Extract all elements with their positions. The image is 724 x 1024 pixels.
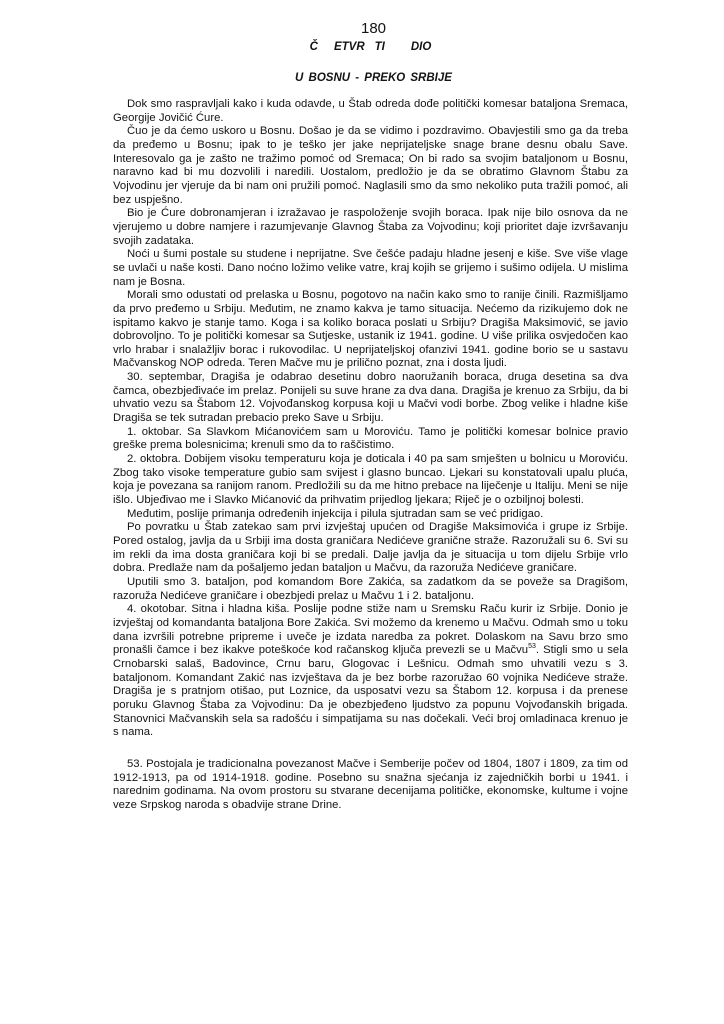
paragraph: Čuo je da ćemo uskoro u Bosnu. Došao je da se vidimo i pozdravimo. Obavjestili smo ga da treba da pređemo u Bosnu; ipak to je teško jer jake neprijateljske snage brane desnu obalu Save. Interesovalo ga je zašto ne tražimo pomoć od Sremaca; On bi rado sa svojim bataljonom u Bosnu, naravno kad bi mu dozvolili i naredili. Uostalom, predložio je da se obratimo Glavnom Štabu za Vojvodinu jer vjeruje da bi nam oni pružili pomoć. Naglasili smo da smo nekoliko puta tražili pomoć, ali bez uspješno. xyxy=(113,125,628,206)
paragraph: 1. oktobar. Sa Slavkom Mićanovićem sam u Moroviću. Tamo je politički komesar bolnice pravio greške prema bolesnicima; krenuli smo da to raščistimo. xyxy=(113,425,628,452)
paragraph: Po povratku u Štab zatekao sam prvi izvještaj upućen od Dragiše Maksimovića i grupe iz Srbije. Pored ostalog, javlja da u Srbiji ima dosta graničara Nedićeve granične straže. Razoružali su 6. Svi su im rekli da ima dosta graničara koji bi se predali. Dalje javlja da je situacija u tom dijelu Srbije vrlo dobra. Predlaže nam da pošaljemo jedan bataljon u Mačvu, da razoruža Nedićeve graničare. xyxy=(113,521,628,575)
body-text xyxy=(113,98,628,740)
paragraph: 30. septembar, Dragiša je odabrao desetinu dobro naoružanih boraca, druga desetina sa dva čamca, obezbjeđivaće im prelaz. Ponijeli su suve hrane za dva dana. Dragiša je krenuo za Srbiju, da bi uhvatio vezu sa Štabom 12. Vojvođanskog korpusa koji u Mačvi vodi borbe. Zbog velike i hladne kiše Dragiša se tek sutradan prebacio preko Save u Srbiju. xyxy=(113,371,628,425)
page-number: 180 xyxy=(360,20,387,37)
paragraph: Bio je Ćure dobronamjeran i izražavao je raspoloženje svojih boraca. Ipak nije bilo osnova da ne vjerujemo u dobre namjere i razumjevanje Glavnog Štaba za Vojvodinu; koji prioritet daje izvršavanju svojih zadataka. xyxy=(113,207,628,247)
document-page xyxy=(113,20,628,812)
part-title-piece: Č xyxy=(309,41,318,53)
footnotes xyxy=(113,758,628,813)
part-title-piece: ETVR xyxy=(333,41,365,53)
part-title xyxy=(113,40,628,54)
paragraph: Noći u šumi postale su studene i neprijatne. Sve češće padaju hladne jesenj e kiše. Sve više vlage se uvlači u naše kosti. Dano noćno ložimo velike vatre, kraj kojih se grijemo i sušimo odijela. U mislima nam je Bosna. xyxy=(113,248,628,288)
part-title-piece: TI xyxy=(374,41,385,53)
paragraph-with-footnote xyxy=(113,603,628,740)
paragraph: Međutim, poslije primanja određenih injekcija i pilula sjutradan sam se već pridigao. xyxy=(127,507,544,520)
paragraph: Dok smo raspravljali kako i kuda odavde, u Štab odreda dođe politički komesar bataljona Sremaca, Georgije Jovičić Ćure. xyxy=(113,98,628,124)
paragraph: Morali smo odustati od prelaska u Bosnu, pogotovo na način kako smo to ranije činili. Razmišljamo da prvo pređemo u Srbiju. Međutim, ne znamo kakva je tamo situacija. Nećemo da rizikujemo dok ne ispitamo kakvo je stanje tamo. Koga i sa koliko boraca poslati u Srbiju? Dragiša Maksimović, se javio dobrovoljno. To je politički komesar sa Sutjeske, ustanik iz 1941. godine. U više prilika osvjedočen kao vrlo hrabar i snalažljiv borac i rukovodilac. U neprijateljskoj ofanzivi 1941. godine borio se u sastavu Mačvanskog NOP odreda. Teren Mačve mu je prilično poznat, zna i dosta ljudi. xyxy=(113,289,628,370)
footnote-reference[interactable]: 53 xyxy=(528,643,536,651)
paragraph: 2. oktobra. Dobijem visoku temperaturu koja je doticala i 40 pa sam smješten u bolnicu u Moroviću. Zbog tako visoke temperature gubio sam svijest i glasno buncao. Ljekari su konstatovali upalu pluća, koja je povezana sa ranijom ranom. Predložili su da me hitno prebace na liječenje u Italiju. Meni se nije išlo. Ubjeđivao me i Slavko Mićanović da prihvatim prijedlog ljekara; Riječ je o ozbiljnoj bolesti. xyxy=(113,453,628,507)
footnote: 53. Postojala je tradicionalna povezanost Mačve i Semberije počev od 1804, 1807 i 1809, za tim od 1912-1913, pa od 1914-1918. godine. Posebno su snažna sjećanja iz zajedničkih borbi u 1941. i narednim godinama. Na ovom prostoru su stvarane decenijama političke, ekonomske, kultume i vojne veze Srpskog naroda s obadvije strane Drine. xyxy=(113,757,628,811)
chapter-title: U BOSNU - PREKO SRBIJE xyxy=(295,72,452,84)
paragraph: Uputili smo 3. bataljon, pod komandom Bore Zakića, sa zadatkom da se poveže sa Dragišom, razoruža Nedićeve graničare i obezbjedi prelaz u Mačvu 1 i 2. bataljonu. xyxy=(113,575,628,602)
part-title-piece: DIO xyxy=(410,41,432,53)
paragraph-text: . Stigli smo u sela Crnobarski salaš, Badovince, Crnu baru, Glogovac i Lešnicu. Odmah smo uhvatili vezu s 3. bataljonom. Komandant Zakić nas izvještava da je bez borbe razoružao 60 vojnika Nedićeve straže. Dragiša je s pratnjom otišao, put Loznice, da usposatvi vezu sa Štabom 12. korpusa i da prenese poruku Glavnog Štaba za Vojvodinu: Da je obezbjeđeno ljudstvo za popunu Vojvođanskih brigada. Stanovnici Mačvanskih sela sa radošću i simpatijama su nas dočekali. Veći broj omladinaca krenuo je s nama. xyxy=(113,644,629,739)
paragraph-text: 4. okotobar. Sitna i hladna kiša. Poslije podne stiže nam u Sremsku Raču kurir iz Srbije. Donio je izvještaj od komandanta bataljona Bore Zakića. Svi možemo da krenemo u Mačvu. Odmah smo u toku dana izvršili potrebne pripreme i uveče je izdata naredba za pokret. Dolaskom na Savu brzo smo pronašli čamce i bez ikakve poteškoće kod račanskog ključa prevezli se u Mačvu xyxy=(113,603,628,657)
